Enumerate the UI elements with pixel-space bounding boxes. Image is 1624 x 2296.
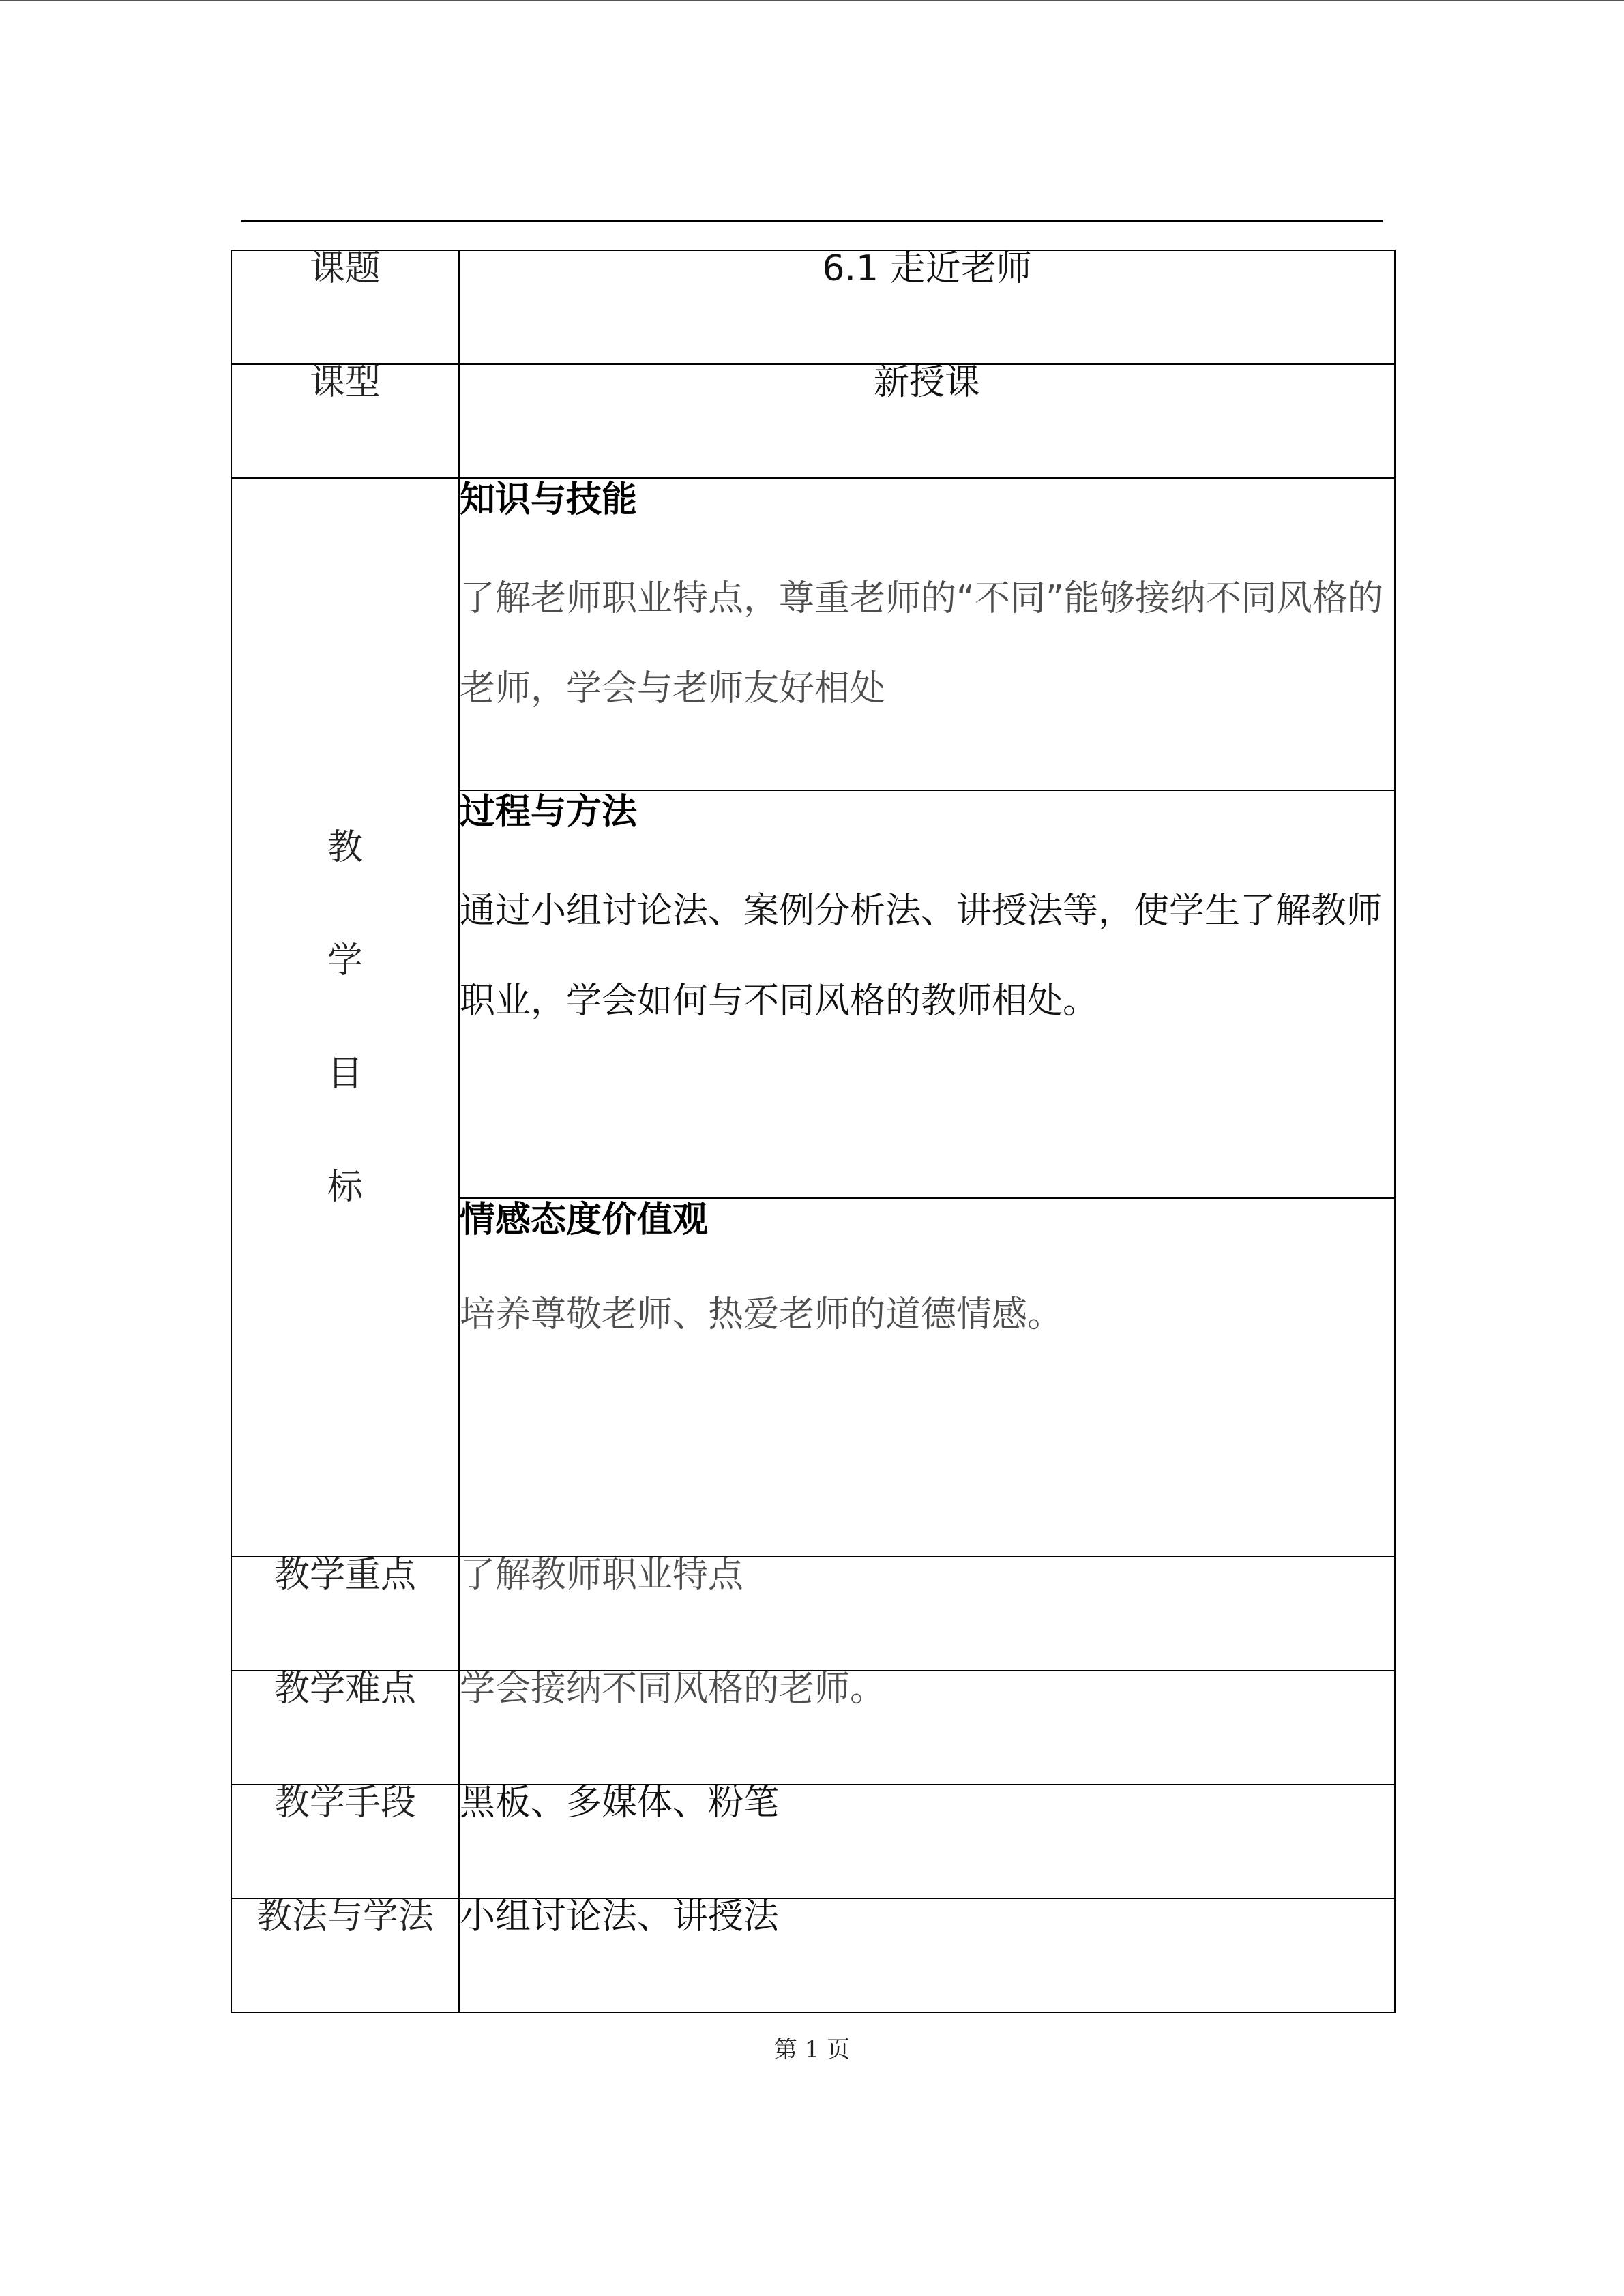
type-row xyxy=(231,364,1395,478)
lesson-plan-table xyxy=(231,250,1396,2013)
means-label: 教学手段 xyxy=(231,1785,459,1898)
topic-label: 课题 xyxy=(231,250,459,364)
objectives-label-char-3: 目 xyxy=(327,1054,363,1094)
objective-knowledge-text: 了解老师职业特点，尊重老师的“不同”能够接纳不同风格的老师，学会与老师友好相处 xyxy=(460,578,1383,710)
topic-row xyxy=(231,250,1395,364)
means-row xyxy=(231,1785,1395,1898)
objectives-label-char-2: 学 xyxy=(327,940,363,981)
objective-emotion-heading: 情感态度价值观 xyxy=(460,1199,709,1240)
key-point-label: 教学重点 xyxy=(231,1557,459,1671)
key-point-row xyxy=(231,1557,1395,1671)
objectives-label-char-1: 教 xyxy=(327,827,363,868)
difficulty-value: 学会接纳不同风格的老师。 xyxy=(459,1671,1395,1785)
objective-knowledge-row xyxy=(231,478,1395,790)
objective-process-heading: 过程与方法 xyxy=(460,792,638,833)
method-value: 小组讨论法、讲授法 xyxy=(459,1898,1395,2012)
objectives-label xyxy=(231,478,459,1557)
objective-emotion-cell xyxy=(459,1198,1395,1557)
type-value: 新授课 xyxy=(459,364,1395,478)
type-label: 课型 xyxy=(231,364,459,478)
objective-process-text: 通过小组讨论法、案例分析法、讲授法等，使学生了解教师职业，学会如何与不同风格的教师相处。 xyxy=(460,891,1383,1022)
objectives-label-char-4: 标 xyxy=(327,1167,363,1208)
difficulty-label: 教学难点 xyxy=(231,1671,459,1785)
method-label: 教法与学法 xyxy=(231,1898,459,2012)
method-row xyxy=(231,1898,1395,2012)
page-number: 第 1 页 xyxy=(773,2036,851,2063)
objective-process-cell xyxy=(459,790,1395,1198)
objective-emotion-text: 培养尊敬老师、热爱老师的道德情感。 xyxy=(460,1294,1063,1336)
key-point-value: 了解教师职业特点 xyxy=(459,1557,1395,1671)
means-value: 黑板、多媒体、粉笔 xyxy=(459,1785,1395,1898)
topic-value: 6.1 走近老师 xyxy=(459,250,1395,364)
difficulty-row xyxy=(231,1671,1395,1785)
header-rule xyxy=(241,220,1383,222)
objective-knowledge-heading: 知识与技能 xyxy=(460,479,638,520)
objective-knowledge-cell xyxy=(459,478,1395,790)
page-top-border xyxy=(0,0,1624,1)
